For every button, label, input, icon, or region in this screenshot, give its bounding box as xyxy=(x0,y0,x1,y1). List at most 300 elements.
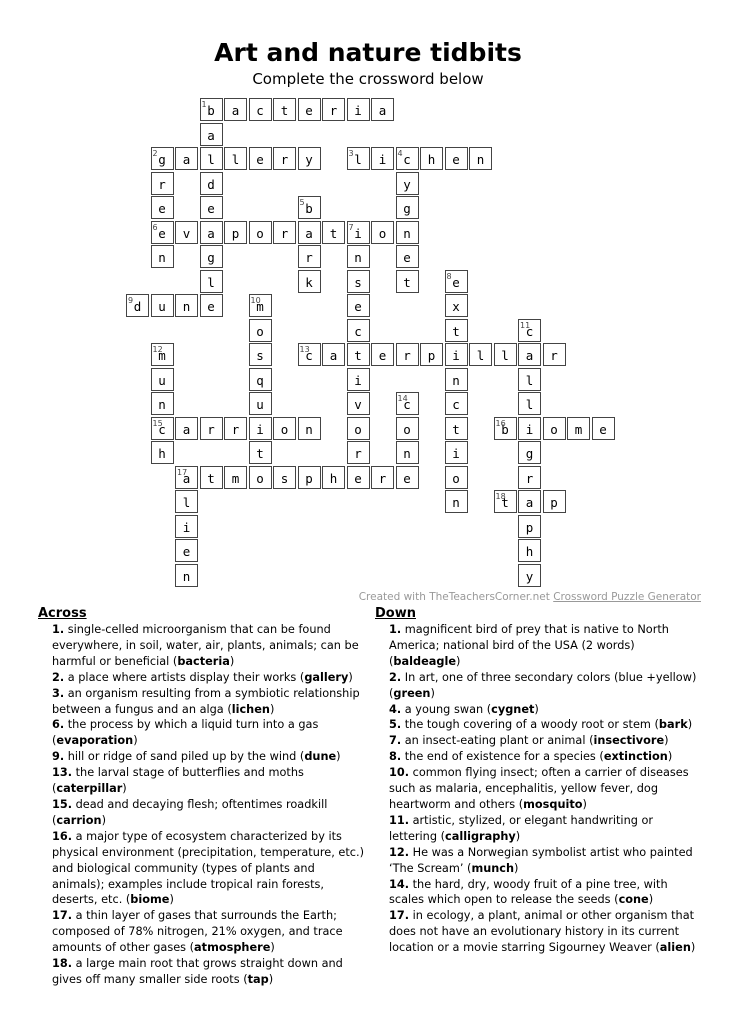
cell-letter: g xyxy=(207,250,215,265)
clue-number: 6 xyxy=(152,222,158,232)
grid-cell[interactable] xyxy=(396,221,419,244)
grid-cell[interactable] xyxy=(445,417,468,440)
clue-number: 17 xyxy=(177,467,188,477)
grid-cell[interactable] xyxy=(175,147,198,170)
grid-cell[interactable] xyxy=(273,466,296,489)
grid-cell[interactable] xyxy=(445,466,468,489)
across-clue: 6. the process by which a liquid turn into a gas (evaporation) xyxy=(52,718,319,748)
cell-letter: p xyxy=(525,519,534,535)
grid-cell[interactable] xyxy=(396,147,419,170)
cell-letter: t xyxy=(452,323,460,339)
grid-cell[interactable] xyxy=(200,98,223,121)
across-clue: 18. a large main root that grows straight down and gives off many smaller side roots (tap) xyxy=(52,957,343,986)
grid-cell[interactable] xyxy=(322,98,345,121)
cell-letter: p xyxy=(550,495,558,510)
grid-cell[interactable] xyxy=(249,294,272,317)
grid-cell[interactable] xyxy=(175,564,198,587)
clue-text: magnificent bird of prey that is native to North America; national bird of the USA (2 words) ( xyxy=(389,623,669,668)
grid-cell[interactable] xyxy=(200,270,223,293)
cell-letter: t xyxy=(329,225,338,241)
grid-cell[interactable] xyxy=(396,417,419,440)
cell-letter: a xyxy=(182,421,191,437)
grid-cell[interactable] xyxy=(298,98,321,121)
cell-letter: r xyxy=(550,348,558,363)
cell-letter: v xyxy=(354,397,362,412)
clue-text: the larval stage of butterflies and moths ( xyxy=(52,766,304,796)
grid-cell[interactable] xyxy=(494,417,517,440)
clue-answer: evaporation xyxy=(56,734,134,748)
cell-letter: s xyxy=(280,470,289,486)
cell-letter: q xyxy=(256,372,264,388)
credit-line xyxy=(359,591,701,603)
clue-num: 3. xyxy=(52,686,65,700)
clue-number: 14 xyxy=(397,394,408,403)
cell-letter: m xyxy=(158,348,166,363)
grid-cell[interactable] xyxy=(249,98,272,121)
down-clue: 2. In art, one of three secondary colors (blue +yellow) (green) xyxy=(389,670,697,700)
grid-cell[interactable] xyxy=(322,466,345,489)
grid-cell[interactable] xyxy=(518,515,541,538)
grid-cell[interactable] xyxy=(249,466,272,489)
cell-letter: n xyxy=(158,397,166,412)
clue-answer: extinction xyxy=(603,750,668,764)
cell-letter: p xyxy=(231,225,240,241)
cell-letter: b xyxy=(305,201,313,216)
clue-num: 2. xyxy=(52,670,65,684)
grid-cell[interactable] xyxy=(175,417,198,440)
cell-letter: r xyxy=(231,421,240,437)
grid-cell[interactable] xyxy=(396,441,419,464)
grid-cell[interactable] xyxy=(371,343,394,366)
clue-answer: cone xyxy=(618,893,649,907)
grid-cell[interactable] xyxy=(396,466,419,489)
grid-cell[interactable] xyxy=(151,343,174,366)
cell-letter: h xyxy=(158,446,166,461)
grid-cell[interactable] xyxy=(347,98,370,121)
clue-text: an organism resulting from a symbiotic relationship between a fungus and an alga ( xyxy=(52,686,360,716)
grid-cell[interactable] xyxy=(518,564,541,587)
grid-cell[interactable] xyxy=(347,392,370,415)
grid-cell[interactable] xyxy=(151,172,174,195)
grid-cell[interactable] xyxy=(543,490,566,513)
cell-letter: a xyxy=(329,348,338,363)
grid-cell[interactable] xyxy=(151,294,174,317)
generator-link[interactable]: Crossword Puzzle Generator xyxy=(553,591,701,603)
clue-number: 7 xyxy=(348,222,354,232)
grid-cell[interactable] xyxy=(151,245,174,268)
down-heading: Down xyxy=(375,606,416,621)
clue-num: 8. xyxy=(389,750,402,764)
cell-letter: o xyxy=(550,421,558,437)
grid-cell[interactable] xyxy=(347,466,370,489)
cell-letter: r xyxy=(280,225,289,241)
down-clue: 11. artistic, stylized, or elegant handwriting or lettering (calligraphy) xyxy=(389,813,654,843)
clue-text: He was a Norwegian symbolist artist who painted ‘The Scream’ ( xyxy=(389,845,693,875)
clue-answer: atmosphere xyxy=(194,941,271,955)
cell-letter: e xyxy=(599,421,607,437)
grid-cell[interactable] xyxy=(543,417,566,440)
grid-cell[interactable] xyxy=(396,343,419,366)
grid-cell[interactable] xyxy=(175,490,198,513)
grid-cell[interactable] xyxy=(396,172,419,195)
grid-cell[interactable] xyxy=(224,466,247,489)
cell-letter: e xyxy=(452,152,460,167)
down-clue: 14. the hard, dry, woody fruit of a pine tree, with scales which open to release the seeds (cone) xyxy=(389,877,668,907)
grid-cell[interactable] xyxy=(445,294,468,317)
grid-cell[interactable] xyxy=(298,417,321,440)
grid-cell[interactable] xyxy=(298,343,321,366)
cell-letter: r xyxy=(403,348,411,363)
clue-answer: bark xyxy=(658,718,688,732)
grid-cell[interactable] xyxy=(200,417,223,440)
across-clue: 3. an organism resulting from a symbiotic relationship between a fungus and an alga (lichen) xyxy=(52,686,360,716)
cell-letter: y xyxy=(403,176,411,192)
grid-cell[interactable] xyxy=(151,221,174,244)
grid-cell[interactable] xyxy=(494,490,517,513)
cell-letter: e xyxy=(182,544,191,559)
cell-letter: h xyxy=(525,544,534,559)
clue-number: 10 xyxy=(250,296,261,305)
across-clue-list xyxy=(38,622,368,988)
cell-letter: l xyxy=(207,274,215,290)
cell-letter: t xyxy=(280,103,289,118)
cell-letter: r xyxy=(280,152,289,167)
grid-cell[interactable] xyxy=(518,539,541,562)
grid-cell[interactable] xyxy=(347,417,370,440)
cell-letter: a xyxy=(231,103,240,118)
clue-number: 12 xyxy=(152,345,163,354)
grid-cell[interactable] xyxy=(249,441,272,464)
cell-letter: t xyxy=(501,495,509,510)
cell-letter: o xyxy=(280,421,289,437)
grid-cell[interactable] xyxy=(249,368,272,391)
page-title: Art and nature tidbits xyxy=(214,38,522,67)
cell-letter: a xyxy=(182,470,191,486)
grid-cell[interactable] xyxy=(175,515,198,538)
cell-letter: i xyxy=(182,519,191,535)
clue-answer: munch xyxy=(471,861,515,875)
grid-cell[interactable] xyxy=(273,221,296,244)
grid-cell[interactable] xyxy=(200,123,223,146)
grid-cell[interactable] xyxy=(543,343,566,366)
cell-letter: k xyxy=(305,274,313,290)
cell-letter: o xyxy=(256,470,264,486)
grid-cell[interactable] xyxy=(200,196,223,219)
down-clue: 1. magnificent bird of prey that is native to North America; national bird of the USA (2 words) (baldeagle) xyxy=(389,623,669,668)
clue-num: 7. xyxy=(389,734,402,748)
grid-cell[interactable] xyxy=(469,343,492,366)
grid-cell[interactable] xyxy=(298,466,321,489)
cell-letter: i xyxy=(256,421,264,437)
grid-cell[interactable] xyxy=(518,466,541,489)
clue-answer: lichen xyxy=(231,702,270,716)
grid-cell[interactable] xyxy=(518,343,541,366)
cell-letter: l xyxy=(182,495,191,510)
across-heading: Across xyxy=(38,606,87,621)
cell-letter: l xyxy=(231,152,240,167)
clue-num: 6. xyxy=(52,718,65,732)
cell-letter: c xyxy=(525,323,534,339)
grid-cell[interactable] xyxy=(151,441,174,464)
clue-answer: biome xyxy=(130,893,170,907)
clue-num: 1. xyxy=(389,623,402,636)
clue-text: the process by which a liquid turn into a gas ( xyxy=(52,718,319,748)
grid-cell[interactable] xyxy=(445,490,468,513)
cell-letter: i xyxy=(452,348,460,363)
clue-text: in ecology, a plant, animal or other organism that does not have an evolutionary history in its current location or a movie starring Sigourney Weaver ( xyxy=(389,909,695,955)
clue-number: 18 xyxy=(495,492,506,501)
cell-letter: b xyxy=(207,103,215,118)
cell-letter: e xyxy=(158,201,166,216)
clue-answer: alien xyxy=(659,941,691,955)
grid-cell[interactable] xyxy=(224,147,247,170)
cell-letter: a xyxy=(207,127,215,143)
grid-cell[interactable] xyxy=(445,368,468,391)
down-clue: 12. He was a Norwegian symbolist artist who painted ‘The Scream’ (munch) xyxy=(389,845,693,875)
cell-letter: r xyxy=(158,176,166,192)
grid-cell[interactable] xyxy=(322,221,345,244)
cell-letter: t xyxy=(403,274,411,290)
grid-cell[interactable] xyxy=(396,270,419,293)
across-clue: 15. dead and decaying flesh; oftentimes roadkill (carrion) xyxy=(52,797,328,827)
cell-letter: t xyxy=(207,470,215,486)
grid-cell[interactable] xyxy=(151,147,174,170)
clue-answer: dune xyxy=(304,750,337,764)
cell-letter: s xyxy=(256,348,264,363)
grid-cell[interactable] xyxy=(249,147,272,170)
down-clue: 10. common flying insect; often a carrier of diseases such as malaria, encephalitis, yellow fever, dog heartworm and others (mosquito) xyxy=(389,766,689,811)
cell-letter: n xyxy=(452,495,460,510)
clue-num: 16. xyxy=(52,829,73,843)
grid-cell[interactable] xyxy=(347,319,370,342)
grid-cell[interactable] xyxy=(151,417,174,440)
grid-cell[interactable] xyxy=(347,147,370,170)
clue-num: 11. xyxy=(389,813,410,827)
down-clue: 17. in ecology, a plant, animal or other organism that does not have an evolutionary history in its current location or a movie starring Sigourney Weaver (alien) xyxy=(389,909,696,955)
clue-num: 18. xyxy=(52,957,73,971)
grid-cell[interactable] xyxy=(469,147,492,170)
clue-text: common flying insect; often a carrier of diseases such as malaria, encephalitis, yellow fever, dog heartworm and others ( xyxy=(389,766,689,811)
grid-cell[interactable] xyxy=(396,392,419,415)
cell-letter: o xyxy=(354,421,362,437)
grid-cell[interactable] xyxy=(347,221,370,244)
grid-cell[interactable] xyxy=(420,147,443,170)
cell-letter: o xyxy=(403,421,411,437)
grid-cell[interactable] xyxy=(445,319,468,342)
cell-letter: g xyxy=(525,446,534,461)
cell-letter: t xyxy=(452,421,460,437)
grid-cell[interactable] xyxy=(249,392,272,415)
cell-letter: s xyxy=(354,274,362,290)
clue-text: a place where artists display their works ( xyxy=(64,670,305,684)
grid-cell[interactable] xyxy=(249,343,272,366)
cell-letter: l xyxy=(207,152,215,167)
cell-letter: o xyxy=(256,225,264,241)
cell-letter: g xyxy=(158,152,166,167)
grid-cell[interactable] xyxy=(518,417,541,440)
clue-text: single-celled microorganism that can be found everywhere, in soil, water, air, plants, animals; can be harmful or beneficial ( xyxy=(52,623,359,668)
grid-cell[interactable] xyxy=(298,221,321,244)
grid-cell[interactable] xyxy=(322,343,345,366)
grid-cell[interactable] xyxy=(347,368,370,391)
grid-cell[interactable] xyxy=(445,343,468,366)
grid-cell[interactable] xyxy=(175,539,198,562)
grid-cell[interactable] xyxy=(200,147,223,170)
grid-cell[interactable] xyxy=(249,221,272,244)
grid-cell[interactable] xyxy=(298,196,321,219)
grid-cell[interactable] xyxy=(126,294,149,317)
grid-cell[interactable] xyxy=(224,417,247,440)
clue-text: In art, one of three secondary colors (blue +yellow) ( xyxy=(389,670,697,700)
cell-letter: l xyxy=(525,397,534,412)
grid-cell[interactable] xyxy=(175,294,198,317)
cell-letter: n xyxy=(452,372,460,388)
cell-letter: i xyxy=(525,421,534,437)
grid-cell[interactable] xyxy=(518,392,541,415)
cell-letter: e xyxy=(207,201,215,216)
clue-text: a thin layer of gases that surrounds the Earth; composed of 78% nitrogen, 21% oxygen, and trace amounts of other gases ( xyxy=(52,909,343,955)
cell-letter: i xyxy=(452,446,460,461)
cell-letter: n xyxy=(403,446,411,461)
clue-text: artistic, stylized, or elegant handwriting or lettering ( xyxy=(389,813,654,843)
grid-cell[interactable] xyxy=(175,466,198,489)
grid-cell[interactable] xyxy=(200,172,223,195)
clue-number: 3 xyxy=(348,149,354,158)
cell-letter: l xyxy=(476,348,485,363)
grid-cell[interactable] xyxy=(249,417,272,440)
grid-cell[interactable] xyxy=(200,294,223,317)
grid-cell[interactable] xyxy=(273,147,296,170)
grid-cell[interactable] xyxy=(347,245,370,268)
cell-letter: r xyxy=(305,250,313,265)
cell-letter: r xyxy=(329,103,338,118)
clue-number: 11 xyxy=(520,320,531,330)
cell-letter: n xyxy=(354,250,362,265)
grid-cell[interactable] xyxy=(298,147,321,170)
cell-letter: u xyxy=(158,299,166,314)
clue-text: a young swan ( xyxy=(401,702,492,716)
clue-number: 2 xyxy=(152,149,158,158)
cell-letter: e xyxy=(452,274,460,290)
cell-letter: i xyxy=(378,152,387,167)
cell-letter: e xyxy=(305,103,313,118)
grid-cell[interactable] xyxy=(347,270,370,293)
grid-cell[interactable] xyxy=(396,196,419,219)
grid-cell[interactable] xyxy=(200,466,223,489)
grid-cell[interactable] xyxy=(200,245,223,268)
grid-cell[interactable] xyxy=(371,147,394,170)
grid-cell[interactable] xyxy=(518,490,541,513)
clue-answer: carrion xyxy=(56,813,102,827)
grid-cell[interactable] xyxy=(371,98,394,121)
cell-letter: m xyxy=(256,299,264,314)
clue-text: dead and decaying flesh; oftentimes roadkill ( xyxy=(52,797,328,827)
cell-letter: e xyxy=(207,299,215,314)
clue-number: 5 xyxy=(299,198,305,207)
grid-cell[interactable] xyxy=(200,221,223,244)
cell-letter: r xyxy=(378,470,387,486)
cell-letter: r xyxy=(354,446,362,461)
down-clue: 7. an insect-eating plant or animal (insectivore) xyxy=(389,734,669,748)
grid-cell[interactable] xyxy=(518,368,541,391)
grid-cell[interactable] xyxy=(298,245,321,268)
grid-cell[interactable] xyxy=(592,417,615,440)
grid-cell[interactable] xyxy=(420,343,443,366)
clue-num: 1. xyxy=(52,623,65,636)
cell-letter: g xyxy=(403,201,411,216)
grid-cell[interactable] xyxy=(494,343,517,366)
grid-cell[interactable] xyxy=(371,466,394,489)
clue-num: 2. xyxy=(389,670,402,684)
cell-letter: d xyxy=(133,299,142,314)
cell-letter: t xyxy=(256,446,264,461)
clue-num: 17. xyxy=(389,909,410,923)
clue-text: the end of existence for a species ( xyxy=(401,750,604,764)
cell-letter: n xyxy=(158,250,166,265)
cell-letter: u xyxy=(158,372,166,388)
grid-cell[interactable] xyxy=(273,98,296,121)
cell-letter: c xyxy=(158,421,166,437)
cell-letter: e xyxy=(256,152,264,167)
cell-letter: b xyxy=(501,421,509,437)
cell-letter: c xyxy=(452,397,460,412)
down-clue: 5. the tough covering of a woody root or stem (bark) xyxy=(389,718,693,732)
clue-num: 5. xyxy=(389,718,402,732)
grid-cell[interactable] xyxy=(445,270,468,293)
grid-cell[interactable] xyxy=(151,368,174,391)
clue-text: a major type of ecosystem characterized by its physical environment (precipitation, temperature, etc.) and biological community (types of plants and animals); examples include tropical rain forests, deserts, etc. ( xyxy=(52,829,364,907)
cell-letter: a xyxy=(207,225,215,241)
across-clues xyxy=(38,605,368,988)
grid-cell[interactable] xyxy=(518,441,541,464)
grid-cell[interactable] xyxy=(445,147,468,170)
grid-cell[interactable] xyxy=(224,98,247,121)
cell-letter: r xyxy=(525,470,534,486)
grid-cell[interactable] xyxy=(298,270,321,293)
grid-cell[interactable] xyxy=(518,319,541,342)
grid-cell[interactable] xyxy=(445,441,468,464)
grid-cell[interactable] xyxy=(347,343,370,366)
grid-cell[interactable] xyxy=(371,221,394,244)
cell-letter: e xyxy=(378,348,387,363)
grid-cell[interactable] xyxy=(175,221,198,244)
grid-cell[interactable] xyxy=(347,294,370,317)
cell-letter: p xyxy=(427,348,436,363)
clue-num: 10. xyxy=(389,766,410,780)
clue-text: the hard, dry, woody fruit of a pine tree, with scales which open to release the seeds ( xyxy=(389,877,668,907)
grid-cell[interactable] xyxy=(445,392,468,415)
clue-num: 13. xyxy=(52,766,73,780)
grid-cell[interactable] xyxy=(224,221,247,244)
grid-cell[interactable] xyxy=(249,319,272,342)
grid-cell[interactable] xyxy=(567,417,590,440)
grid-cell[interactable] xyxy=(347,441,370,464)
cell-letter: a xyxy=(525,495,534,510)
grid-cell[interactable] xyxy=(273,417,296,440)
clue-number: 13 xyxy=(299,345,310,354)
cell-letter: r xyxy=(207,421,215,437)
cell-letter: l xyxy=(525,372,534,388)
clue-number: 15 xyxy=(152,418,163,428)
clue-answer: cygnet xyxy=(491,702,535,716)
cell-letter: h xyxy=(329,470,338,486)
clue-text: the tough covering of a woody root or stem ( xyxy=(401,718,659,732)
cell-letter: e xyxy=(354,470,362,486)
cell-letter: o xyxy=(378,225,387,241)
cell-letter: y xyxy=(305,152,313,167)
clue-number: 8 xyxy=(446,271,452,281)
grid-cell[interactable] xyxy=(396,245,419,268)
